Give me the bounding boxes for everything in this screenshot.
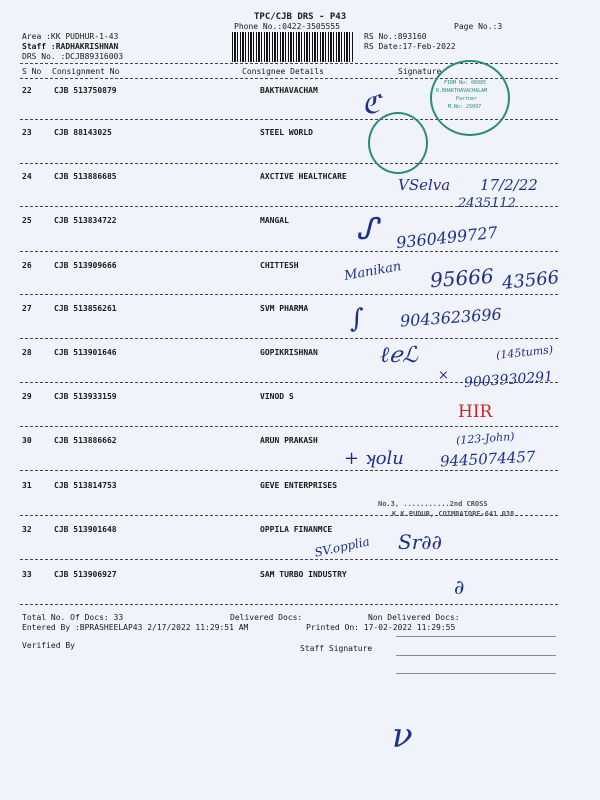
signature-scribble-icon: ᔑ — [356, 212, 378, 247]
cross-mark-icon: × — [438, 368, 449, 383]
staff-label: Staff :RADHAKRISHNAN — [22, 42, 119, 51]
non-delivered-docs: Non Delivered Docs: — [368, 613, 460, 622]
col-consignment: Consignment No — [52, 67, 120, 76]
firm-seal-icon — [430, 60, 510, 136]
row-consignment: CJB 88143025 — [54, 128, 112, 137]
row-sno: 29 — [22, 392, 32, 401]
hw-r26-phone-a: 95666 — [429, 263, 495, 293]
rs-number: RS No.:893160 — [364, 32, 427, 41]
row-sno: 28 — [22, 348, 32, 357]
hw-r29-remark: HIR — [458, 402, 493, 422]
hw-r25-phone: 9360499727 — [395, 222, 499, 253]
row-divider — [20, 470, 558, 471]
row-divider — [20, 426, 558, 427]
row-consignee: VINOD S — [260, 392, 294, 401]
round-stamp-icon — [368, 112, 428, 174]
col-sno: S No — [22, 67, 42, 76]
row-divider — [20, 294, 558, 295]
row-sno: 27 — [22, 304, 32, 313]
row-sno: 32 — [22, 525, 32, 534]
signature-scribble-icon: + ʞolu — [344, 448, 404, 469]
phone-number: Phone No.:0422-3505555 — [234, 22, 340, 31]
row-consignment: CJB 513901648 — [54, 525, 117, 534]
page-title: TPC/CJB DRS - P43 — [254, 12, 347, 22]
area-label: Area :KK PUDHUR-1-43 — [22, 32, 119, 41]
entered-by: Entered By :BPRASHEELAP43 2/17/2022 11:29:51 AM — [22, 623, 249, 632]
row-sno: 33 — [22, 570, 32, 579]
table-row — [20, 570, 558, 582]
table-row — [20, 481, 558, 493]
hw-r26-phone-b: 43566 — [501, 267, 561, 294]
address-stamp-line2: K.K.PUDUR, COIMBATORE-641 038 — [392, 510, 515, 518]
row-consignment: CJB 513814753 — [54, 481, 117, 490]
seal-role: Partner — [456, 96, 478, 102]
signature-scribble-icon: ℭ — [362, 90, 381, 120]
row-sno: 30 — [22, 436, 32, 445]
seal-mob: M.No: 25097 — [448, 104, 482, 110]
printed-on: Printed On: 17-02-2022 11:29:55 — [306, 623, 456, 632]
row-consignment: CJB 513933159 — [54, 392, 117, 401]
table-row — [20, 172, 558, 184]
hw-r24-name: VSelva — [398, 176, 451, 194]
row-consignee: GEVE ENTERPRISES — [260, 481, 338, 490]
delivered-docs: Delivered Docs: — [230, 613, 303, 622]
row-sno: 31 — [22, 481, 32, 490]
footer-sign-line — [396, 636, 556, 637]
row-consignee: SVM PHARMA — [260, 304, 309, 313]
signature-scribble-icon: Sr∂∂ — [398, 530, 442, 554]
signature-scribble-icon: ∫ — [350, 304, 364, 334]
row-consignment: CJB 513834722 — [54, 216, 117, 225]
row-divider — [20, 251, 558, 252]
row-consignment: CJB 513886685 — [54, 172, 117, 181]
page-number: Page No.:3 — [454, 22, 503, 31]
hw-r30-note: (123-John) — [455, 429, 515, 448]
row-consignee: CHITTESH — [260, 261, 299, 270]
row-divider — [20, 559, 558, 560]
footer-sign-line — [396, 655, 556, 656]
row-sno: 26 — [22, 261, 32, 270]
row-consignment: CJB 513886662 — [54, 436, 117, 445]
rs-date: RS Date:17-Feb-2022 — [364, 42, 456, 51]
row-consignment: CJB 513856261 — [54, 304, 117, 313]
row-sno: 23 — [22, 128, 32, 137]
row-sno: 24 — [22, 172, 32, 181]
row-consignment: CJB 513906927 — [54, 570, 117, 579]
seal-firm-no: FIRM No: 06085 — [444, 80, 487, 86]
row-consignee: BAKTHAVACHAM — [260, 86, 318, 95]
row-consignee: MANGAL — [260, 216, 289, 225]
row-consignment: CJB 513901646 — [54, 348, 117, 357]
table-row — [20, 348, 558, 360]
signature-scribble-icon: ν — [392, 716, 413, 756]
hw-r26-name: Manikan — [343, 259, 403, 284]
row-divider — [20, 604, 558, 605]
seal-name: R.BHAKTHAVACHALAM — [436, 88, 488, 94]
row-divider — [20, 163, 558, 164]
staff-signature-label: Staff Signature — [300, 644, 373, 653]
col-signature: Signature — [398, 67, 442, 76]
footer-sign-line — [396, 673, 556, 674]
hw-r24-no: 2435112 — [458, 196, 516, 211]
row-consignee: ARUN PRAKASH — [260, 436, 318, 445]
hw-r27-phone: 9043623696 — [399, 304, 503, 331]
drs-number: DRS No. :DCJB89316003 — [22, 52, 124, 61]
row-consignee: SAM TURBO INDUSTRY — [260, 570, 347, 579]
hw-r32-sign: SV.opplia — [313, 534, 371, 560]
col-consignee: Consignee Details — [242, 67, 324, 76]
table-row — [20, 525, 558, 537]
row-consignment: CJB 513909666 — [54, 261, 117, 270]
hw-r30-phone: 9445074457 — [439, 447, 536, 471]
hw-r28-phone: 9003930291 — [463, 368, 554, 392]
total-docs: Total No. Of Docs: 33 — [22, 613, 124, 622]
hw-r24-date: 17/2/22 — [480, 176, 538, 194]
row-consignee: AXCTIVE HEALTHCARE — [260, 172, 347, 181]
signature-scribble-icon: ∂ — [454, 575, 465, 599]
hw-r28-note: (145tums) — [495, 343, 554, 362]
address-stamp-line1: No.3, ...........2nd CROSS — [378, 500, 488, 508]
row-sno: 22 — [22, 86, 32, 95]
signature-scribble-icon: ℓℯℒ — [380, 343, 419, 368]
barcode — [232, 32, 354, 62]
row-consignment: CJB 513750879 — [54, 86, 117, 95]
row-divider — [20, 338, 558, 339]
row-sno: 25 — [22, 216, 32, 225]
row-consignee: GOPIKRISHNAN — [260, 348, 318, 357]
verified-by: Verified By — [22, 641, 75, 650]
row-consignee: STEEL WORLD — [260, 128, 313, 137]
row-consignee: OPPILA FINANMCE — [260, 525, 333, 534]
